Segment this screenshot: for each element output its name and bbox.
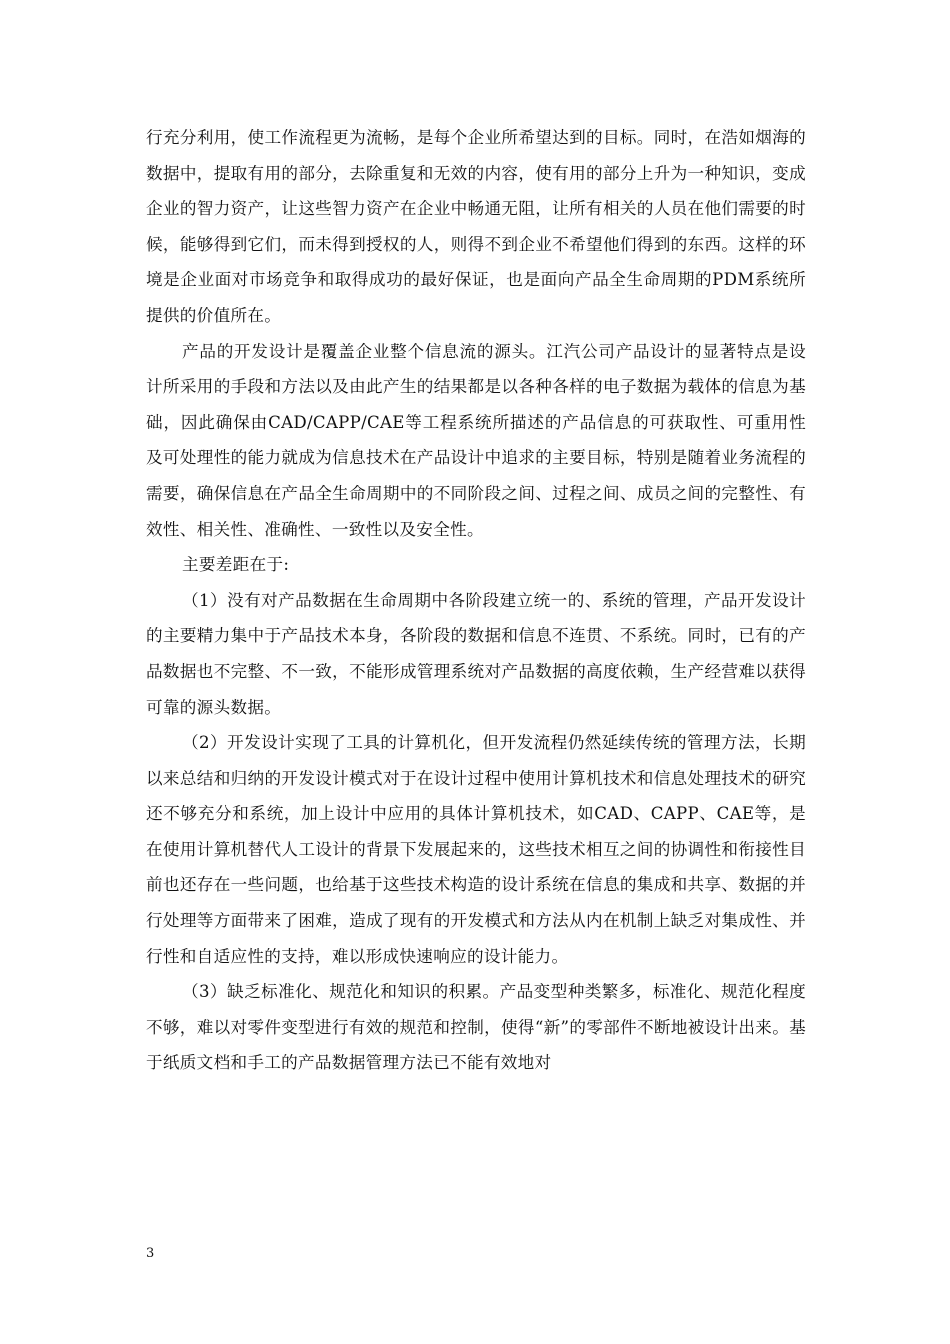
paragraph-gap-2: （2）开发设计实现了工具的计算机化，但开发流程仍然延续传统的管理方法，长期以来总结和归纳的开发设计模式对于在设计过程中使用计算机技术和信息处理技术的研究还不够充分和系统，加上设计中应用的具体计算机技术，如CAD、CAPP、CAE等，是在使用计算机替代人工设计的背景下发展起来的，这些技术相互之间的协调性和衔接性目前也还存在一些问题，也给基于这些技术构造的设计系统在信息的集成和共享、数据的并行处理等方面带来了困难，造成了现有的开发模式和方法从内在机制上缺乏对集成性、并行性和自适应性的支持，难以形成快速响应的设计能力。 [146, 733, 806, 966]
page-number: 3 [146, 1246, 155, 1261]
paragraph-gap-3: （3）缺乏标准化、规范化和知识的积累。产品变型种类繁多，标准化、规范化程度不够，难以对零件变型进行有效的规范和控制，使得“新”的零部件不断地被设计出来。基于纸质文档和手工的产品数据管理方法已不能有效地对 [146, 982, 806, 1073]
paragraph-continuation: 行充分利用，使工作流程更为流畅，是每个企业所希望达到的目标。同时，在浩如烟海的数据中，提取有用的部分，去除重复和无效的内容，使有用的部分上升为一种知识，变成企业的智力资产，让这些智力资产在企业中畅通无阻，让所有相关的人员在他们需要的时候，能够得到它们，而未得到授权的人，则得不到企业不希望他们得到的东西。这样的环境是企业面对市场竞争和取得成功的最好保证，也是面向产品全生命周期的PDM系统所提供的价值所在。 [146, 128, 806, 325]
document-body [146, 120, 806, 1081]
paragraph-product-design: 产品的开发设计是覆盖企业整个信息流的源头。江汽公司产品设计的显著特点是设计所采用的手段和方法以及由此产生的结果都是以各种各样的电子数据为载体的信息为基础，因此确保由CAD/CAPP/CAE等工程系统所描述的产品信息的可获取性、可重用性及可处理性的能力就成为信息技术在产品设计中追求的主要目标，特别是随着业务流程的需要，确保信息在产品全生命周期中的不同阶段之间、过程之间、成员之间的完整性、有效性、相关性、准确性、一致性以及安全性。 [146, 341, 806, 539]
paragraph-main-gaps-heading: 主要差距在于: [182, 555, 290, 575]
paragraph-gap-1: （1）没有对产品数据在生命周期中各阶段建立统一的、系统的管理，产品开发设计的主要精力集中于产品技术本身，各阶段的数据和信息不连贯、不系统。同时，已有的产品数据也不完整、不一致，不能形成管理系统对产品数据的高度依赖，生产经营难以获得可靠的源头数据。 [146, 590, 806, 717]
